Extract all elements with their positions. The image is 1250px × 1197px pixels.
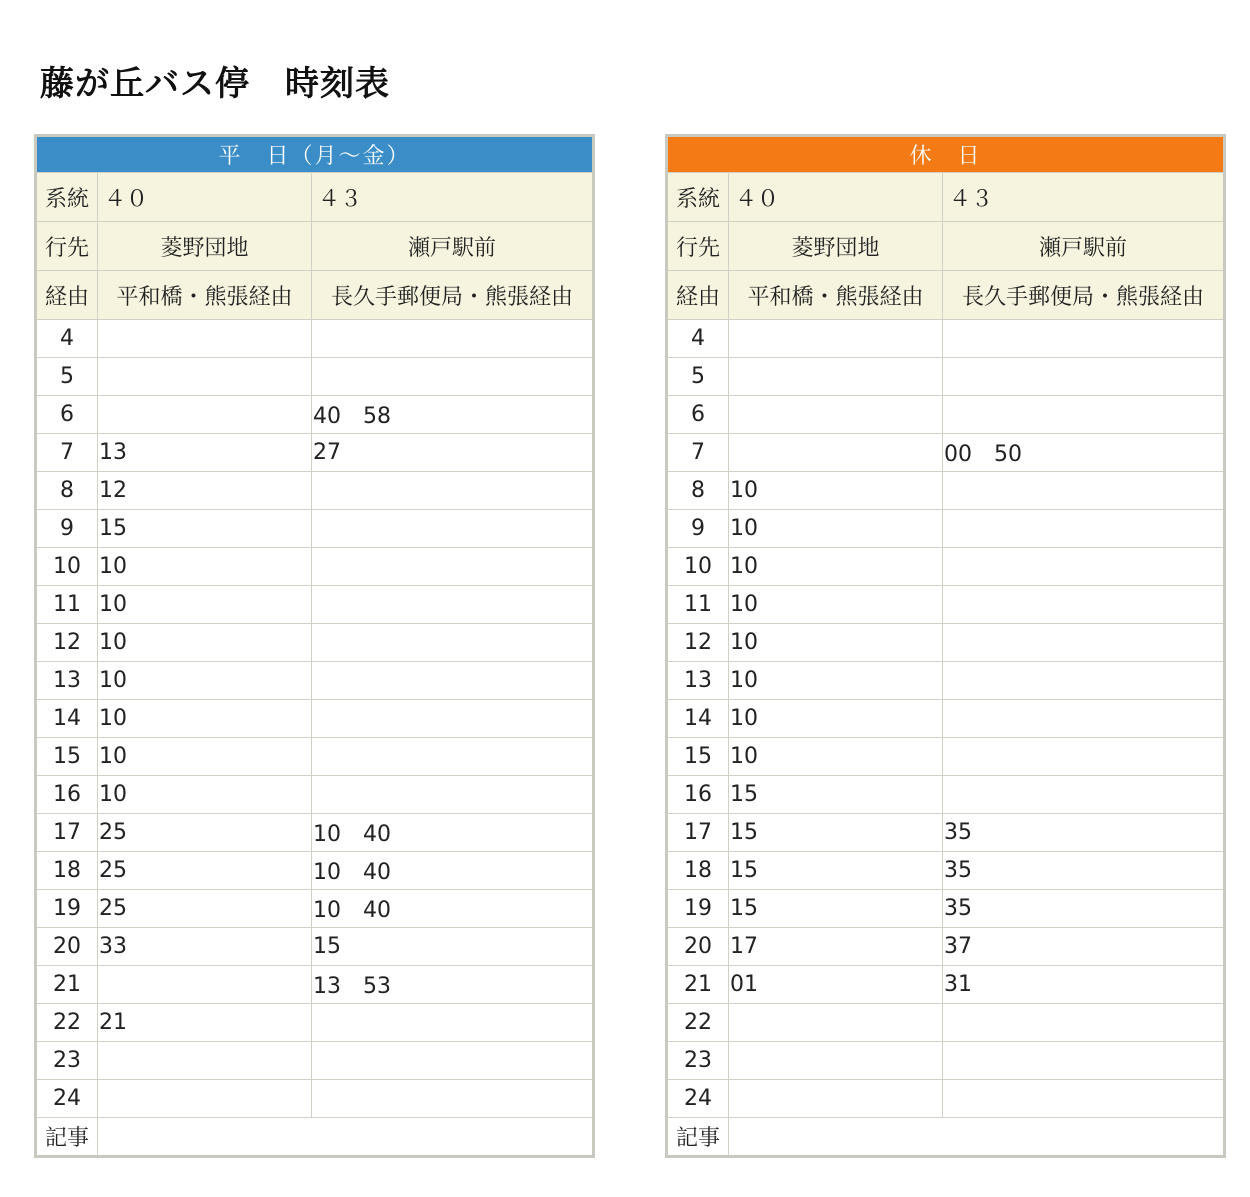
- destination-row: [667, 222, 1225, 271]
- hour-row: [667, 320, 1225, 358]
- hour-cell: 21: [667, 966, 729, 1004]
- hour-cell: 18: [667, 852, 729, 890]
- hour-row: [36, 434, 594, 472]
- hour-row: [667, 1042, 1225, 1080]
- departure-times-route-43: [943, 776, 1225, 814]
- departure-times-route-40: 13: [98, 434, 312, 472]
- hour-row: [36, 1004, 594, 1042]
- departure-times-route-40: 10: [729, 548, 943, 586]
- via: 長久手郵便局・熊張経由: [312, 271, 594, 320]
- via: 長久手郵便局・熊張経由: [943, 271, 1225, 320]
- departure-times-route-43: [943, 320, 1225, 358]
- hour-cell: 6: [36, 396, 98, 434]
- hour-cell: 23: [667, 1042, 729, 1080]
- hour-cell: 14: [667, 700, 729, 738]
- hour-row: [667, 510, 1225, 548]
- destination-label: 行先: [667, 222, 729, 271]
- hour-row: [36, 662, 594, 700]
- departure-times-route-40: [729, 1042, 943, 1080]
- hour-row: [36, 396, 594, 434]
- via-label: 経由: [36, 271, 98, 320]
- hour-cell: 13: [667, 662, 729, 700]
- weekday-title: 平 日（月～金）: [36, 136, 594, 173]
- departure-times-route-43: 10 40: [312, 814, 594, 852]
- departure-times-route-43: [312, 510, 594, 548]
- hour-row: [667, 662, 1225, 700]
- departure-times-route-40: [98, 320, 312, 358]
- departure-times-route-40: [729, 1004, 943, 1042]
- hour-row: [667, 472, 1225, 510]
- hour-row: [667, 548, 1225, 586]
- departure-times-route-40: 10: [98, 586, 312, 624]
- note-row: [36, 1118, 594, 1157]
- hour-cell: 14: [36, 700, 98, 738]
- hour-cell: 15: [36, 738, 98, 776]
- departure-times-route-43: [312, 738, 594, 776]
- departure-times-route-40: [98, 1042, 312, 1080]
- destination: 瀬戸駅前: [312, 222, 594, 271]
- hour-row: [36, 700, 594, 738]
- hour-cell: 23: [36, 1042, 98, 1080]
- departure-times-route-43: 31: [943, 966, 1225, 1004]
- hour-cell: 5: [36, 358, 98, 396]
- hour-cell: 7: [667, 434, 729, 472]
- departure-times-route-43: [312, 586, 594, 624]
- departure-times-route-40: 10: [729, 586, 943, 624]
- hour-row: [667, 966, 1225, 1004]
- hour-row: [667, 700, 1225, 738]
- departure-times-route-43: 00 50: [943, 434, 1225, 472]
- departure-times-route-43: [943, 662, 1225, 700]
- hour-row: [36, 624, 594, 662]
- departure-times-route-40: [98, 358, 312, 396]
- departure-times-route-40: 10: [729, 510, 943, 548]
- departure-times-route-40: 21: [98, 1004, 312, 1042]
- hour-row: [667, 852, 1225, 890]
- hour-row: [36, 890, 594, 928]
- departure-times-route-40: 25: [98, 890, 312, 928]
- departure-times-route-40: 10: [729, 472, 943, 510]
- via: 平和橋・熊張経由: [98, 271, 312, 320]
- page-title: 藤が丘バス停 時刻表: [40, 64, 390, 104]
- destination: 瀬戸駅前: [943, 222, 1225, 271]
- holiday-timetable: [665, 134, 1226, 1158]
- departure-times-route-43: 10 40: [312, 890, 594, 928]
- hour-row: [667, 358, 1225, 396]
- note-label: 記事: [36, 1118, 98, 1157]
- hour-cell: 8: [36, 472, 98, 510]
- hour-cell: 4: [36, 320, 98, 358]
- hour-cell: 24: [667, 1080, 729, 1118]
- departure-times-route-40: [729, 320, 943, 358]
- departure-times-route-43: [943, 510, 1225, 548]
- departure-times-route-40: 10: [98, 624, 312, 662]
- note-content: [98, 1118, 594, 1157]
- hour-cell: 4: [667, 320, 729, 358]
- departure-times-route-40: 33: [98, 928, 312, 966]
- hour-cell: 13: [36, 662, 98, 700]
- weekday-timetable: [34, 134, 595, 1158]
- hour-cell: 22: [667, 1004, 729, 1042]
- hour-row: [36, 966, 594, 1004]
- departure-times-route-43: [312, 662, 594, 700]
- hour-row: [36, 358, 594, 396]
- hour-cell: 10: [36, 548, 98, 586]
- departure-times-route-43: [312, 776, 594, 814]
- hour-row: [36, 776, 594, 814]
- departure-times-route-43: [943, 358, 1225, 396]
- weekday-title-row: [36, 136, 594, 173]
- departure-times-route-40: 17: [729, 928, 943, 966]
- hour-row: [36, 852, 594, 890]
- holiday-title-row: [667, 136, 1225, 173]
- holiday-title: 休 日: [667, 136, 1225, 173]
- hour-cell: 15: [667, 738, 729, 776]
- destination: 菱野団地: [729, 222, 943, 271]
- departure-times-route-43: [312, 1042, 594, 1080]
- departure-times-route-40: 15: [729, 814, 943, 852]
- departure-times-route-40: 15: [729, 852, 943, 890]
- route-label: 系統: [667, 173, 729, 222]
- hour-cell: 9: [36, 510, 98, 548]
- destination-label: 行先: [36, 222, 98, 271]
- departure-times-route-43: 15: [312, 928, 594, 966]
- departure-times-route-43: 35: [943, 852, 1225, 890]
- destination: 菱野団地: [98, 222, 312, 271]
- departure-times-route-43: [943, 586, 1225, 624]
- hour-cell: 11: [667, 586, 729, 624]
- destination-row: [36, 222, 594, 271]
- departure-times-route-43: [312, 1080, 594, 1118]
- hour-row: [36, 738, 594, 776]
- departure-times-route-40: [729, 434, 943, 472]
- hour-row: [667, 624, 1225, 662]
- hour-cell: 8: [667, 472, 729, 510]
- hour-cell: 22: [36, 1004, 98, 1042]
- hour-cell: 16: [36, 776, 98, 814]
- via-row: [667, 271, 1225, 320]
- hour-row: [36, 928, 594, 966]
- hour-row: [667, 814, 1225, 852]
- hour-row: [36, 814, 594, 852]
- departure-times-route-43: [312, 624, 594, 662]
- hour-cell: 16: [667, 776, 729, 814]
- hour-row: [36, 548, 594, 586]
- departure-times-route-43: [312, 320, 594, 358]
- note-row: [667, 1118, 1225, 1157]
- departure-times-route-40: [729, 1080, 943, 1118]
- hour-row: [667, 776, 1225, 814]
- departure-times-route-43: 10 40: [312, 852, 594, 890]
- hour-row: [36, 510, 594, 548]
- departure-times-route-43: [943, 738, 1225, 776]
- hour-row: [36, 472, 594, 510]
- departure-times-route-43: [943, 472, 1225, 510]
- departure-times-route-43: [943, 1004, 1225, 1042]
- hour-cell: 9: [667, 510, 729, 548]
- hour-cell: 12: [36, 624, 98, 662]
- hour-cell: 20: [36, 928, 98, 966]
- departure-times-route-43: 37: [943, 928, 1225, 966]
- departure-times-route-40: 15: [729, 890, 943, 928]
- departure-times-route-40: 10: [98, 548, 312, 586]
- hour-cell: 19: [667, 890, 729, 928]
- hour-row: [667, 396, 1225, 434]
- route-number: ４０: [98, 173, 312, 222]
- departure-times-route-43: 35: [943, 890, 1225, 928]
- departure-times-route-43: 35: [943, 814, 1225, 852]
- departure-times-route-40: [98, 966, 312, 1004]
- departure-times-route-40: 25: [98, 852, 312, 890]
- hour-cell: 20: [667, 928, 729, 966]
- hour-cell: 12: [667, 624, 729, 662]
- hour-cell: 7: [36, 434, 98, 472]
- hour-cell: 11: [36, 586, 98, 624]
- note-label: 記事: [667, 1118, 729, 1157]
- departure-times-route-40: 10: [729, 738, 943, 776]
- departure-times-route-43: [943, 548, 1225, 586]
- route-number: ４０: [729, 173, 943, 222]
- departure-times-route-40: 15: [729, 776, 943, 814]
- hour-cell: 6: [667, 396, 729, 434]
- departure-times-route-40: 10: [98, 738, 312, 776]
- hour-cell: 10: [667, 548, 729, 586]
- departure-times-route-43: [312, 1004, 594, 1042]
- departure-times-route-43: 27: [312, 434, 594, 472]
- departure-times-route-43: [943, 1042, 1225, 1080]
- departure-times-route-40: [98, 1080, 312, 1118]
- departure-times-route-43: 40 58: [312, 396, 594, 434]
- hour-row: [667, 1004, 1225, 1042]
- hour-cell: 19: [36, 890, 98, 928]
- departure-times-route-43: [312, 358, 594, 396]
- hour-row: [36, 586, 594, 624]
- departure-times-route-43: [312, 548, 594, 586]
- hour-row: [667, 738, 1225, 776]
- departure-times-route-43: [943, 396, 1225, 434]
- hour-cell: 18: [36, 852, 98, 890]
- via-label: 経由: [667, 271, 729, 320]
- departure-times-route-40: 10: [98, 662, 312, 700]
- departure-times-route-40: 10: [98, 700, 312, 738]
- departure-times-route-40: [98, 396, 312, 434]
- departure-times-route-43: [943, 1080, 1225, 1118]
- hour-cell: 17: [667, 814, 729, 852]
- hour-cell: 21: [36, 966, 98, 1004]
- hour-row: [667, 1080, 1225, 1118]
- hour-row: [667, 890, 1225, 928]
- hour-row: [667, 928, 1225, 966]
- departure-times-route-40: 25: [98, 814, 312, 852]
- departure-times-route-40: 12: [98, 472, 312, 510]
- hour-row: [36, 1080, 594, 1118]
- via: 平和橋・熊張経由: [729, 271, 943, 320]
- note-content: [729, 1118, 1225, 1157]
- departure-times-route-40: 10: [729, 700, 943, 738]
- route-row: [667, 173, 1225, 222]
- departure-times-route-40: [729, 358, 943, 396]
- departure-times-route-40: 10: [729, 624, 943, 662]
- departure-times-route-43: [312, 472, 594, 510]
- hour-row: [36, 1042, 594, 1080]
- departure-times-route-40: 10: [98, 776, 312, 814]
- hour-row: [36, 320, 594, 358]
- hour-row: [667, 434, 1225, 472]
- route-number: ４３: [312, 173, 594, 222]
- departure-times-route-43: [312, 700, 594, 738]
- via-row: [36, 271, 594, 320]
- route-row: [36, 173, 594, 222]
- route-number: ４３: [943, 173, 1225, 222]
- departure-times-route-43: [943, 624, 1225, 662]
- hour-cell: 5: [667, 358, 729, 396]
- departure-times-route-43: [943, 700, 1225, 738]
- departure-times-route-40: 15: [98, 510, 312, 548]
- departure-times-route-40: 01: [729, 966, 943, 1004]
- route-label: 系統: [36, 173, 98, 222]
- hour-cell: 24: [36, 1080, 98, 1118]
- hour-cell: 17: [36, 814, 98, 852]
- departure-times-route-43: 13 53: [312, 966, 594, 1004]
- hour-row: [667, 586, 1225, 624]
- departure-times-route-40: [729, 396, 943, 434]
- departure-times-route-40: 10: [729, 662, 943, 700]
